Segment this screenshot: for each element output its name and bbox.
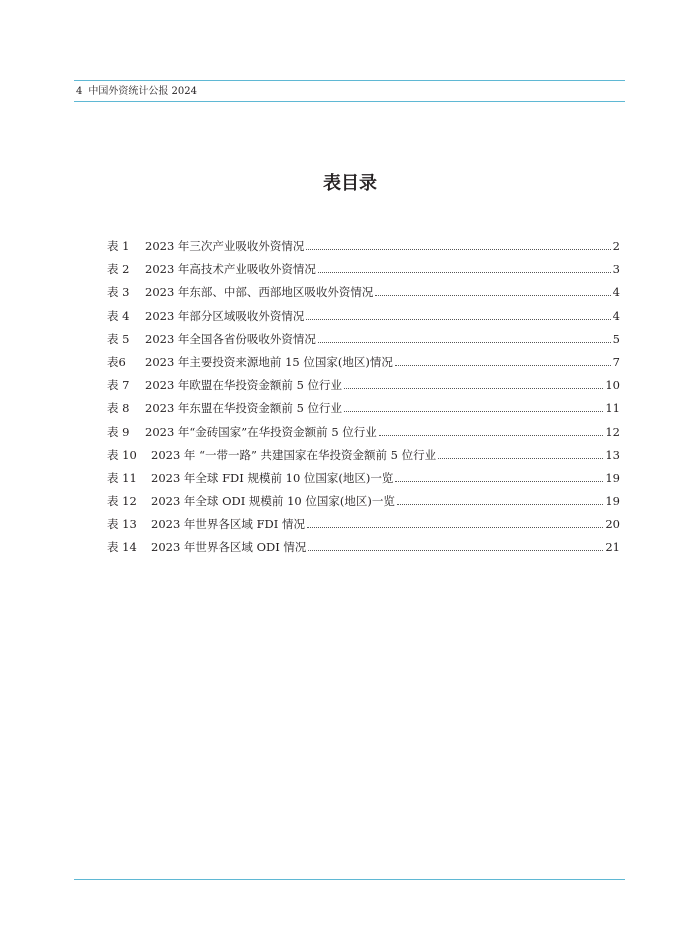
toc-entry[interactable] <box>107 308 620 331</box>
toc-dot-leader <box>438 458 603 459</box>
book-title: 中国外资统计公报 2024 <box>88 86 198 97</box>
toc-entry-page: 3 <box>612 262 620 277</box>
toc-entry-title: 2023 年“金砖国家”在华投资金额前 5 位行业 <box>145 424 377 439</box>
toc-entry-title: 2023 年 “一带一路” 共建国家在华投资金额前 5 位行业 <box>151 447 437 462</box>
toc-entry[interactable] <box>107 447 620 470</box>
toc-entry[interactable] <box>107 516 620 539</box>
toc-dot-leader <box>318 342 611 343</box>
toc-entry-page: 20 <box>605 517 620 532</box>
toc-entry[interactable] <box>107 238 620 261</box>
toc-dot-leader <box>318 272 611 273</box>
toc-entry-title: 2023 年全球 ODI 规模前 10 位国家(地区)一览 <box>151 494 395 509</box>
toc-entry-page: 7 <box>612 354 620 369</box>
toc-entry-label: 表 11 <box>107 470 137 485</box>
toc-entry[interactable] <box>107 377 620 400</box>
running-header <box>76 86 197 98</box>
toc-entry-page: 21 <box>605 540 620 555</box>
toc-entry-page: 10 <box>605 378 620 393</box>
toc-entry-label: 表 14 <box>107 540 137 555</box>
page-number: 4 <box>76 86 83 97</box>
toc-entry[interactable] <box>107 261 620 284</box>
toc-dot-leader <box>306 319 610 320</box>
toc-entry-page: 12 <box>605 424 620 439</box>
toc-entry-title: 2023 年世界各区域 FDI 情况 <box>151 517 305 532</box>
toc-entry-label: 表 12 <box>107 494 137 509</box>
toc-dot-leader <box>307 527 603 528</box>
toc-entry-page: 19 <box>605 494 620 509</box>
toc-entry-page: 19 <box>605 470 620 485</box>
toc-entry[interactable] <box>107 354 620 377</box>
toc-entry-label: 表 10 <box>107 447 137 462</box>
toc-entry-title: 2023 年高技术产业吸收外资情况 <box>145 262 316 277</box>
toc-entry-label: 表 5 <box>107 331 130 346</box>
toc-entry[interactable] <box>107 284 620 307</box>
toc-entry[interactable] <box>107 331 620 354</box>
toc-entry[interactable] <box>107 539 620 562</box>
toc-entry-label: 表 13 <box>107 517 137 532</box>
toc-dot-leader <box>375 295 610 296</box>
toc-entry-label: 表6 <box>107 354 126 369</box>
header-bottom-rule <box>74 101 625 102</box>
header-top-rule <box>74 80 625 81</box>
toc-entry[interactable] <box>107 424 620 447</box>
toc-entry[interactable] <box>107 400 620 423</box>
toc-dot-leader <box>344 411 603 412</box>
toc-entry-title: 2023 年全球 FDI 规模前 10 位国家(地区)一览 <box>151 470 394 485</box>
toc-dot-leader <box>379 435 604 436</box>
toc-dot-leader <box>395 481 603 482</box>
toc-entry-title: 2023 年欧盟在华投资金额前 5 位行业 <box>145 378 343 393</box>
toc-entry-title: 2023 年主要投资来源地前 15 位国家(地区)情况 <box>145 354 393 369</box>
toc-entry[interactable] <box>107 470 620 493</box>
toc-entry-page: 4 <box>612 308 620 323</box>
toc-entry-title: 2023 年东部、中部、西部地区吸收外资情况 <box>145 285 374 300</box>
toc-entry-label: 表 9 <box>107 424 130 439</box>
toc-entry-label: 表 7 <box>107 378 130 393</box>
toc-entry-label: 表 4 <box>107 308 130 323</box>
toc-dot-leader <box>344 388 603 389</box>
toc-entry[interactable] <box>107 493 620 516</box>
toc-dot-leader <box>308 550 603 551</box>
page-title: 表目录 <box>323 173 377 194</box>
toc-entry-label: 表 2 <box>107 262 130 277</box>
toc-dot-leader <box>397 504 604 505</box>
toc-entry-label: 表 8 <box>107 401 130 416</box>
footer-rule <box>74 879 625 880</box>
toc-entry-page: 11 <box>605 401 620 416</box>
toc-entry-page: 5 <box>612 331 620 346</box>
toc-entry-title: 2023 年三次产业吸收外资情况 <box>145 239 305 253</box>
toc-entry-title: 2023 年东盟在华投资金额前 5 位行业 <box>145 401 343 416</box>
toc-entry-title: 2023 年全国各省份吸收外资情况 <box>145 331 316 346</box>
toc-dot-leader <box>395 365 611 366</box>
toc-entry-page: 4 <box>612 285 620 300</box>
toc-entry-label: 表 1 <box>107 239 130 253</box>
table-of-tables <box>107 238 620 563</box>
toc-entry-page: 13 <box>605 447 620 462</box>
toc-entry-title: 2023 年世界各区域 ODI 情况 <box>151 540 307 555</box>
toc-entry-page: 2 <box>612 239 620 253</box>
toc-dot-leader <box>306 249 610 250</box>
toc-entry-title: 2023 年部分区域吸收外资情况 <box>145 308 305 323</box>
toc-entry-label: 表 3 <box>107 285 130 300</box>
